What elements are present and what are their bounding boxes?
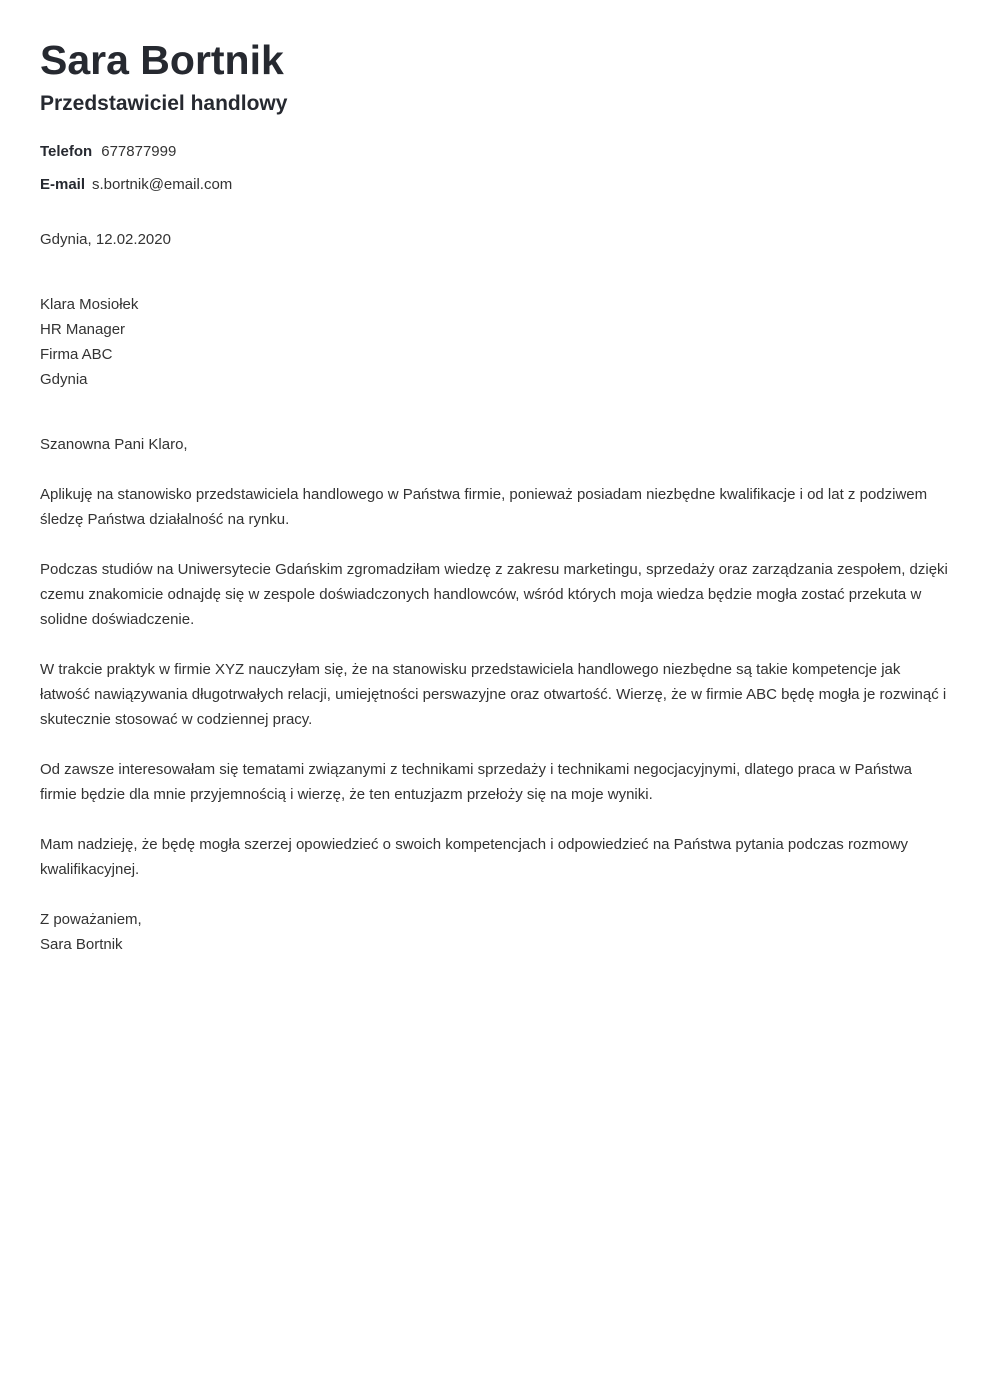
sender-name: Sara Bortnik: [40, 37, 284, 83]
phone-value: 677877999: [101, 143, 177, 160]
recipient-company: Firma ABC: [40, 346, 113, 363]
sender-job-title: Przedstawiciel handlowy: [40, 92, 288, 115]
contact-phone: [40, 142, 176, 162]
signature: Sara Bortnik: [40, 936, 123, 953]
contact-email: [40, 175, 232, 195]
recipient-name: Klara Mosiołek: [40, 296, 139, 313]
phone-label: Telefon: [40, 143, 93, 160]
email-label: E-mail: [40, 176, 86, 193]
closing-phrase: Z poważaniem,: [40, 911, 142, 928]
place-date: Gdynia, 12.02.2020: [40, 231, 171, 248]
letter-paragraph: Aplikuję na stanowisko przedstawiciela handlowego w Państwa firmie, ponieważ posiadam niezbędne kwalifikacje i od lat z podziwem śledzę Państwa działalność na rynku.: [40, 486, 928, 528]
recipient-city: Gdynia: [40, 371, 88, 388]
closing-block: [40, 907, 952, 957]
salutation: Szanowna Pani Klaro,: [40, 436, 188, 453]
letter-paragraph: Mam nadzieję, że będę mogła szerzej opowiedzieć o swoich kompetencjach i odpowiedzieć na Państwa pytania podczas rozmowy kwalifikacyjnej.: [40, 836, 908, 878]
letter-body: [40, 432, 952, 957]
email-value: s.bortnik@email.com: [92, 176, 233, 193]
recipient-block: [40, 292, 138, 392]
letter-paragraph: Podczas studiów na Uniwersytecie Gdańskim zgromadziłam wiedzę z zakresu marketingu, sprzedaży oraz zarządzania zespołem, dzięki czemu znakomicie odnajdę się w zespole doświadczonych handlowców, wśród których moja wiedza będzie mogła zostać przekuta w solidne doświadczenie.: [40, 561, 948, 628]
letter-paragraph: W trakcie praktyk w firmie XYZ nauczyłam się, że na stanowisku przedstawiciela handlowego niezbędne są takie kompetencje jak łatwość nawiązywania długotrwałych relacji, umiejętności perswazyjne oraz otwartość. Wierzę, że w firmie ABC będę mogła je rozwinąć i skutecznie stosować w codziennej pracy.: [40, 661, 947, 728]
letter-paragraph: Od zawsze interesowałam się tematami związanymi z technikami sprzedaży i technikami negocjacyjnymi, dlatego praca w Państwa firmie będzie dla mnie przyjemnością i wierzę, że ten entuzjazm przełoży się na moje wyniki.: [40, 761, 913, 803]
recipient-position: HR Manager: [40, 321, 126, 338]
